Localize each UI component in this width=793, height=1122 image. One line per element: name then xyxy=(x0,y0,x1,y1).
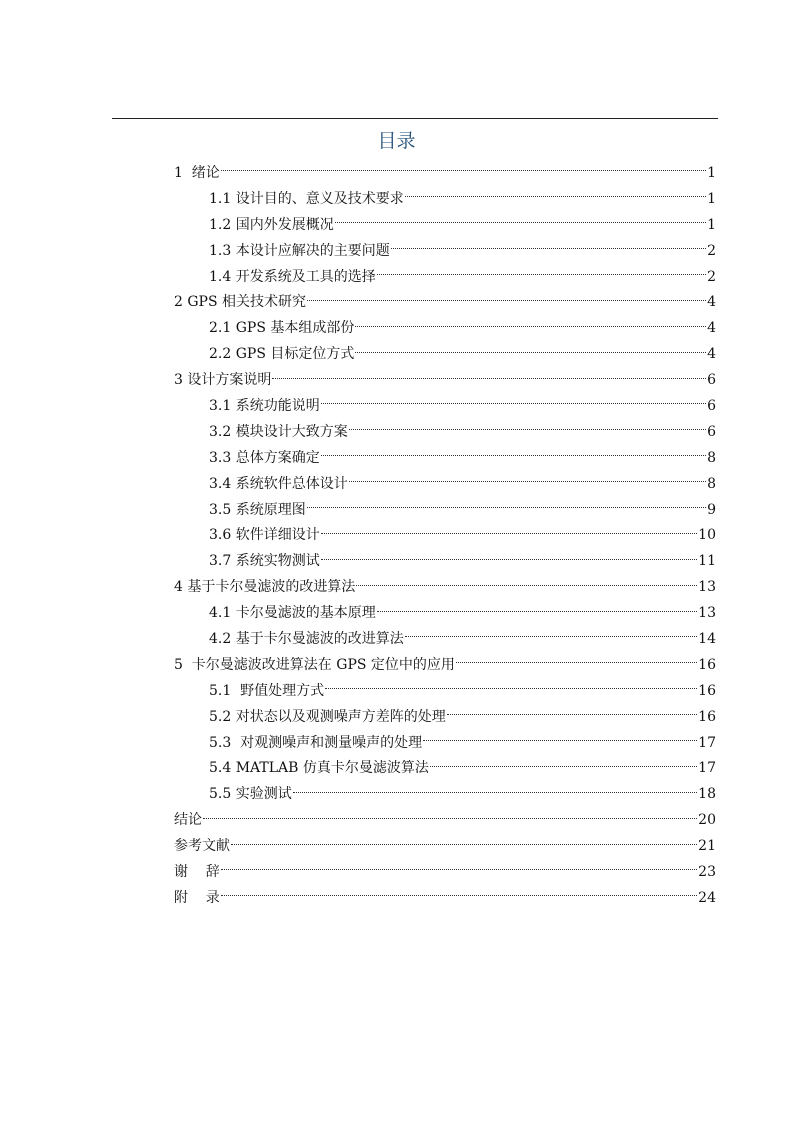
toc-entry-label: 5.4 MATLAB 仿真卡尔曼滤波算法 xyxy=(209,760,429,777)
toc-entry[interactable] xyxy=(174,265,716,291)
toc-entry[interactable] xyxy=(174,575,716,601)
toc-entry[interactable] xyxy=(174,342,716,368)
toc-dot-leader xyxy=(349,429,706,430)
toc-dot-leader xyxy=(221,170,706,171)
toc-entry-page-number: 8 xyxy=(707,449,716,466)
toc-dot-leader xyxy=(356,585,697,586)
toc-entry-label: 结论 xyxy=(174,812,202,829)
toc-entry[interactable] xyxy=(174,886,716,912)
toc-entry[interactable] xyxy=(174,834,716,860)
toc-entry-page-number: 13 xyxy=(698,605,716,622)
toc-entry-page-number: 2 xyxy=(707,242,716,259)
toc-entry[interactable] xyxy=(174,705,716,731)
toc-dot-leader xyxy=(221,895,697,896)
toc-entry-page-number: 1 xyxy=(707,190,716,207)
toc-entry[interactable] xyxy=(174,627,716,653)
toc-entry[interactable] xyxy=(174,601,716,627)
toc-entry-page-number: 17 xyxy=(698,760,716,777)
toc-dot-leader xyxy=(321,533,697,534)
toc-entry-page-number: 8 xyxy=(707,475,716,492)
toc-entry[interactable] xyxy=(174,808,716,834)
toc-dot-leader xyxy=(456,662,697,663)
toc-entry-label: 4.1 卡尔曼滤波的基本原理 xyxy=(209,605,376,622)
toc-entry-page-number: 4 xyxy=(707,320,716,337)
toc-entry-label: 5.1 野值处理方式 xyxy=(209,682,325,699)
toc-entry-page-number: 6 xyxy=(707,398,716,415)
toc-entry[interactable] xyxy=(174,394,716,420)
toc-entry[interactable] xyxy=(174,446,716,472)
toc-dot-leader xyxy=(203,818,697,819)
toc-entry-label: 4 基于卡尔曼滤波的改进算法 xyxy=(174,579,356,596)
toc-entry-page-number: 17 xyxy=(698,734,716,751)
toc-entry-page-number: 16 xyxy=(698,656,716,673)
toc-entry[interactable] xyxy=(174,316,716,342)
toc-entry-page-number: 2 xyxy=(707,268,716,285)
toc-entry-page-number: 14 xyxy=(698,631,716,648)
toc-dot-leader xyxy=(325,688,697,689)
toc-entry[interactable] xyxy=(174,523,716,549)
toc-entry[interactable] xyxy=(174,161,716,187)
toc-entry-label: 1.3 本设计应解决的主要问题 xyxy=(209,242,390,259)
toc-entry[interactable] xyxy=(174,782,716,808)
toc-entry[interactable] xyxy=(174,498,716,524)
toc-entry-label: 3.2 模块设计大致方案 xyxy=(209,423,348,440)
toc-entry-page-number: 20 xyxy=(698,812,716,829)
toc-entry-page-number: 1 xyxy=(707,216,716,233)
toc-entry-label: 1 绪论 xyxy=(174,165,220,181)
toc-entry[interactable] xyxy=(174,756,716,782)
toc-entry-label: 3.1 系统功能说明 xyxy=(209,398,320,415)
toc-entry-label: 4.2 基于卡尔曼滤波的改进算法 xyxy=(209,631,404,648)
toc-entry[interactable] xyxy=(174,368,716,394)
toc-entry-label: 3 设计方案说明 xyxy=(174,372,272,389)
toc-dot-leader xyxy=(293,792,697,793)
toc-entry-label: 2 GPS 相关技术研究 xyxy=(174,294,307,311)
toc-dot-leader xyxy=(307,507,706,508)
toc-entry-page-number: 18 xyxy=(698,786,716,803)
toc-entry-page-number: 6 xyxy=(707,423,716,440)
toc-entry-label: 3.3 总体方案确定 xyxy=(209,449,320,466)
toc-entry[interactable] xyxy=(174,213,716,239)
toc-dot-leader xyxy=(423,740,697,741)
toc-entry[interactable] xyxy=(174,731,716,757)
toc-dot-leader xyxy=(349,481,706,482)
toc-entry-label: 5.2 对状态以及观测噪声方差阵的处理 xyxy=(209,708,446,725)
toc-entry-label: 附 录 xyxy=(174,889,220,906)
toc-dot-leader xyxy=(221,869,697,870)
toc-entry-label: 3.5 系统原理图 xyxy=(209,501,306,518)
toc-entry-page-number: 11 xyxy=(698,553,716,570)
toc-entry-label: 2.1 GPS 基本组成部份 xyxy=(209,320,355,337)
toc-entry-page-number: 4 xyxy=(707,346,716,363)
toc-dot-leader xyxy=(355,352,706,353)
toc-dot-leader xyxy=(377,274,706,275)
toc-title: 目录 xyxy=(377,130,416,152)
toc-entry-label: 3.6 软件详细设计 xyxy=(209,527,320,544)
toc-entry-page-number: 24 xyxy=(698,889,716,906)
toc-entry-label: 谢 辞 xyxy=(174,864,220,881)
toc-dot-leader xyxy=(272,378,706,379)
toc-dot-leader xyxy=(405,196,706,197)
toc-entry-label: 5.5 实验测试 xyxy=(209,786,292,803)
table-of-contents xyxy=(174,161,716,912)
toc-entry[interactable] xyxy=(174,239,716,265)
toc-entry-label: 3.7 系统实物测试 xyxy=(209,553,320,570)
toc-entry-page-number: 4 xyxy=(707,294,716,311)
toc-entry[interactable] xyxy=(174,679,716,705)
toc-entry-page-number: 16 xyxy=(698,708,716,725)
toc-dot-leader xyxy=(231,844,697,845)
toc-entry-label: 5.3 对观测噪声和测量噪声的处理 xyxy=(209,734,423,751)
toc-dot-leader xyxy=(430,766,697,767)
toc-entry-page-number: 13 xyxy=(698,579,716,596)
toc-entry[interactable] xyxy=(174,290,716,316)
toc-dot-leader xyxy=(391,248,706,249)
toc-entry-page-number: 21 xyxy=(698,838,716,855)
toc-entry[interactable] xyxy=(174,420,716,446)
toc-dot-leader xyxy=(405,636,697,637)
toc-entry[interactable] xyxy=(174,472,716,498)
toc-entry-label: 5 卡尔曼滤波改进算法在 GPS 定位中的应用 xyxy=(174,656,455,673)
toc-entry-page-number: 23 xyxy=(698,864,716,881)
toc-dot-leader xyxy=(307,300,706,301)
toc-entry-page-number: 9 xyxy=(707,501,716,518)
toc-dot-leader xyxy=(335,222,706,223)
toc-entry[interactable] xyxy=(174,187,716,213)
toc-entry-page-number: 10 xyxy=(698,527,716,544)
toc-entry-label: 1.4 开发系统及工具的选择 xyxy=(209,268,376,285)
toc-entry-label: 参考文献 xyxy=(174,838,230,855)
toc-dot-leader xyxy=(321,559,697,560)
toc-entry-page-number: 1 xyxy=(707,165,716,181)
toc-entry[interactable] xyxy=(174,860,716,886)
toc-entry-label: 2.2 GPS 目标定位方式 xyxy=(209,346,355,363)
toc-entry-label: 1.2 国内外发展概况 xyxy=(209,216,334,233)
toc-entry[interactable] xyxy=(174,549,716,575)
header-rule xyxy=(112,118,718,119)
toc-dot-leader xyxy=(447,714,697,715)
toc-dot-leader xyxy=(377,611,697,612)
toc-dot-leader xyxy=(355,326,706,327)
toc-entry-label: 3.4 系统软件总体设计 xyxy=(209,475,348,492)
toc-entry-label: 1.1 设计目的、意义及技术要求 xyxy=(209,190,404,207)
toc-dot-leader xyxy=(321,455,706,456)
toc-entry-page-number: 16 xyxy=(698,682,716,699)
toc-entry-page-number: 6 xyxy=(707,372,716,389)
toc-entry[interactable] xyxy=(174,653,716,679)
toc-dot-leader xyxy=(321,403,706,404)
